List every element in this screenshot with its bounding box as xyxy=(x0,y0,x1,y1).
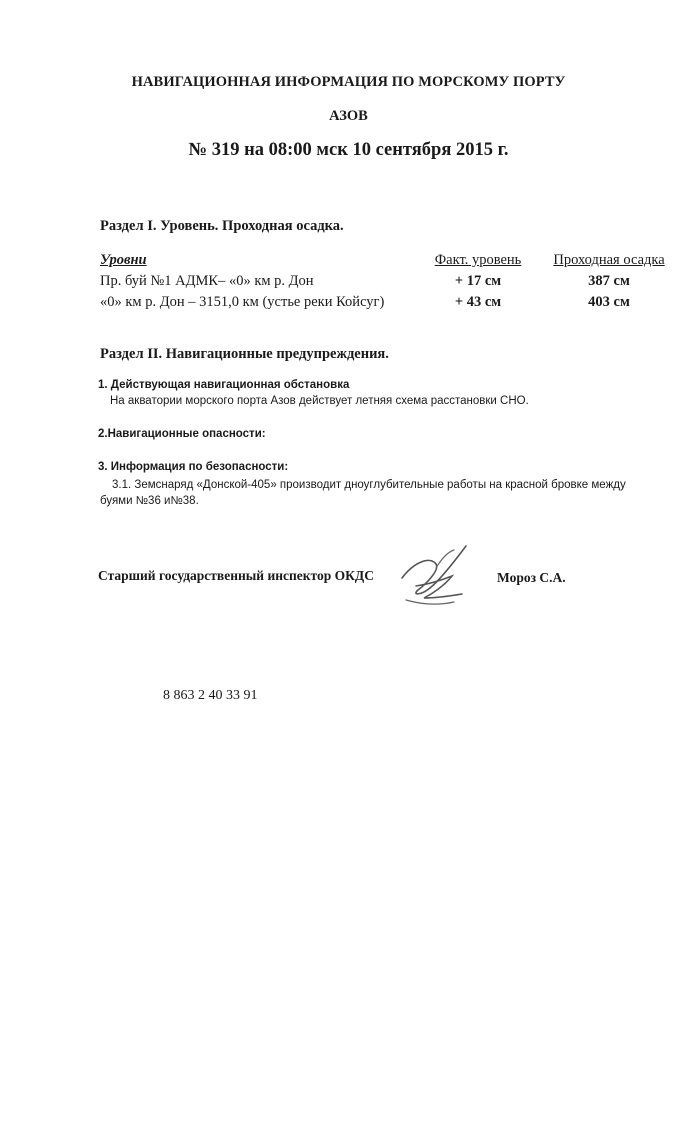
warning-item-2-title: 2.Навигационные опасности: xyxy=(98,428,266,440)
section-1-title: Раздел I. Уровень. Проходная осадка. xyxy=(100,218,344,234)
warning-item-1-title: 1. Действующая навигационная обстановка xyxy=(98,379,350,391)
column-header-levels: Уровни xyxy=(100,252,147,268)
signature-icon xyxy=(396,540,480,610)
row-draft: 387 см xyxy=(588,273,630,289)
document-title: НАВИГАЦИОННАЯ ИНФОРМАЦИЯ ПО МОРСКОМУ ПОРТУ xyxy=(131,74,566,90)
section-2-title: Раздел II. Навигационные предупреждения. xyxy=(100,346,389,362)
column-header-draft: Проходная осадка xyxy=(553,252,665,268)
table-row xyxy=(100,294,672,315)
bulletin-number-date: № 319 на 08:00 мск 10 сентября 2015 г. xyxy=(188,140,509,160)
row-fact-level: + 17 см xyxy=(454,273,502,289)
warning-item-3-title: 3. Информация по безопасности: xyxy=(98,461,289,473)
phone-number: 8 863 2 40 33 91 xyxy=(163,688,258,703)
port-name: АЗОВ xyxy=(329,108,368,124)
table-row xyxy=(100,273,672,294)
row-fact-level: + 43 см xyxy=(454,294,502,310)
warning-item-3-text-line1: 3.1. Земснаряд «Донской-405» производит дноуглубительные работы на красной бровке между xyxy=(112,479,626,491)
warning-item-3-text xyxy=(100,477,672,509)
row-section-name: Пр. буй №1 АДМК– «0» км р. Дон xyxy=(100,273,314,289)
inspector-name: Мороз С.А. xyxy=(497,570,566,585)
row-section-name: «0» км р. Дон – 3151,0 км (устье реки Койсуг) xyxy=(100,294,385,310)
inspector-title: Старший государственный инспектор ОКДС xyxy=(98,568,374,583)
column-header-fact-level: Факт. уровень xyxy=(434,252,522,268)
warning-item-1-text: На акватории морского порта Азов действует летняя схема расстановки СНО. xyxy=(110,395,529,407)
levels-table xyxy=(100,252,672,315)
levels-table-header xyxy=(100,252,672,273)
row-draft: 403 см xyxy=(588,294,630,310)
warning-item-3-text-line2: буями №36 и№38. xyxy=(100,495,199,507)
